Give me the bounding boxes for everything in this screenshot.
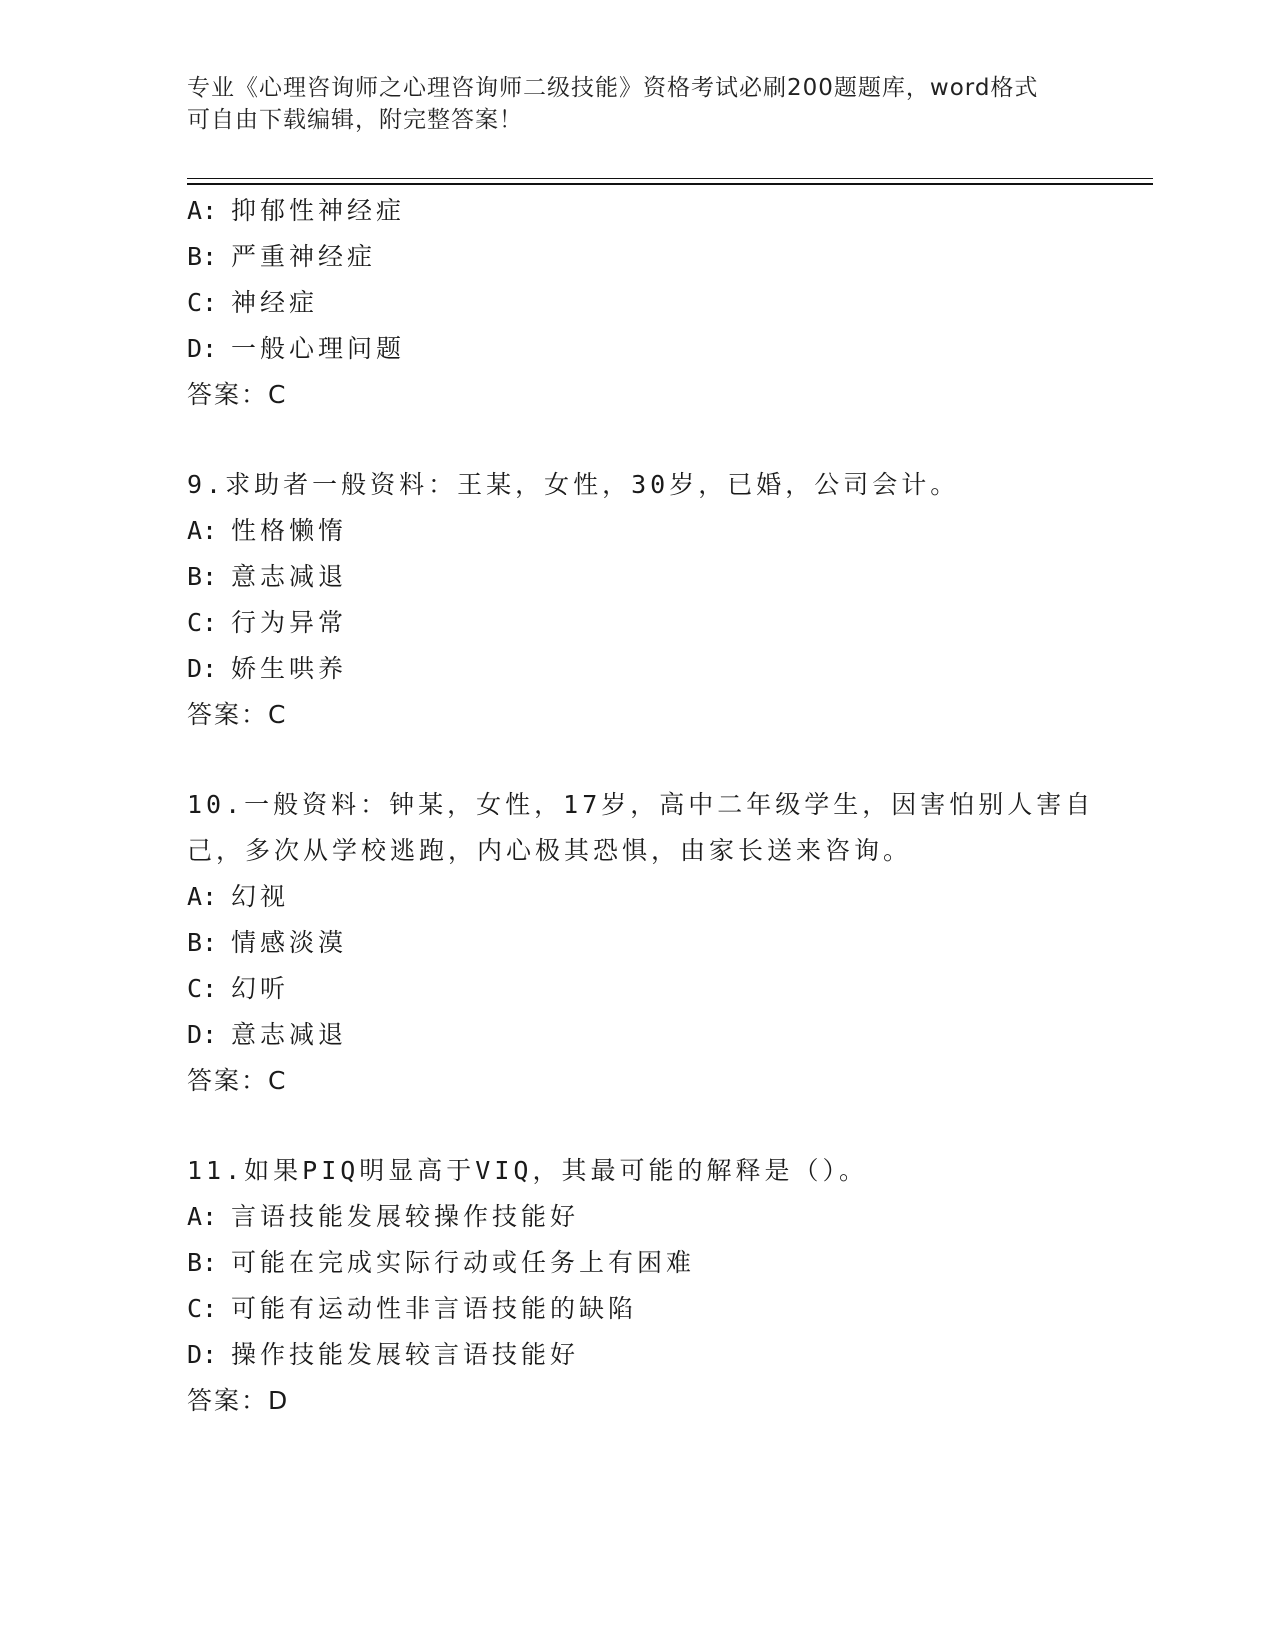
option-text: 操作技能发展较言语技能好 bbox=[231, 1340, 580, 1369]
header-title-line-2: 可自由下载编辑，附完整答案！ bbox=[187, 107, 523, 133]
option-c bbox=[187, 1286, 1117, 1332]
header-divider-thin bbox=[187, 178, 1153, 179]
option-d bbox=[187, 1332, 1117, 1378]
answer-line: 答案：C bbox=[187, 380, 288, 409]
option-letter: B: bbox=[187, 1248, 218, 1277]
option-letter: C: bbox=[187, 288, 218, 317]
option-text: 性格懒惰 bbox=[231, 516, 348, 545]
option-letter: B: bbox=[187, 928, 218, 957]
option-text: 行为异常 bbox=[231, 608, 348, 637]
option-letter: D: bbox=[187, 334, 218, 363]
answer-line: 答案：C bbox=[187, 1066, 288, 1095]
option-text: 严重神经症 bbox=[231, 242, 377, 271]
spacer bbox=[187, 738, 1117, 782]
question-11-block bbox=[187, 1148, 1117, 1424]
option-c bbox=[187, 966, 1117, 1012]
option-letter: D: bbox=[187, 654, 218, 683]
option-text: 一般心理问题 bbox=[231, 334, 406, 363]
option-text: 神经症 bbox=[231, 288, 319, 317]
option-text: 情感淡漠 bbox=[231, 928, 348, 957]
option-letter: D: bbox=[187, 1340, 218, 1369]
option-letter: A: bbox=[187, 516, 218, 545]
option-text: 抑郁性神经症 bbox=[231, 196, 406, 225]
option-text: 幻视 bbox=[231, 882, 290, 911]
option-letter: D: bbox=[187, 1020, 218, 1049]
header-divider-thick bbox=[187, 183, 1153, 185]
option-b bbox=[187, 920, 1117, 966]
option-letter: C: bbox=[187, 608, 218, 637]
option-a bbox=[187, 188, 1117, 234]
question-text-line-2: 己，多次从学校逃跑，内心极其恐惧，由家长送来咨询。 bbox=[187, 836, 913, 865]
spacer bbox=[187, 1104, 1117, 1148]
option-d bbox=[187, 646, 1117, 692]
header-title-line-1: 专业《心理咨询师之心理咨询师二级技能》资格考试必刷200题题库，word格式 bbox=[187, 75, 1039, 101]
answer-line: 答案：D bbox=[187, 1386, 290, 1415]
question-text-line-1: 10.一般资料：钟某，女性，17岁，高中二年级学生，因害怕别人害自 bbox=[187, 790, 1095, 819]
option-c bbox=[187, 600, 1117, 646]
option-text: 幻听 bbox=[231, 974, 290, 1003]
option-text: 可能有运动性非言语技能的缺陷 bbox=[231, 1294, 638, 1323]
option-letter: A: bbox=[187, 1202, 218, 1231]
question-9-block bbox=[187, 462, 1117, 738]
option-text: 言语技能发展较操作技能好 bbox=[231, 1202, 580, 1231]
option-d bbox=[187, 1012, 1117, 1058]
option-a bbox=[187, 1194, 1117, 1240]
option-text: 可能在完成实际行动或任务上有困难 bbox=[231, 1248, 696, 1277]
option-letter: A: bbox=[187, 882, 218, 911]
option-a bbox=[187, 874, 1117, 920]
question-text: 9.求助者一般资料：王某，女性，30岁，已婚，公司会计。 bbox=[187, 470, 960, 499]
question-list bbox=[187, 188, 1117, 1424]
question-10-block bbox=[187, 782, 1117, 1104]
answer-line: 答案：C bbox=[187, 700, 288, 729]
option-text: 娇生哄养 bbox=[231, 654, 348, 683]
spacer bbox=[187, 418, 1117, 462]
question-8-block bbox=[187, 188, 1117, 418]
option-text: 意志减退 bbox=[231, 562, 348, 591]
option-letter: B: bbox=[187, 242, 218, 271]
option-b bbox=[187, 1240, 1117, 1286]
question-text: 11.如果PIQ明显高于VIQ，其最可能的解释是（）。 bbox=[187, 1156, 868, 1185]
option-letter: B: bbox=[187, 562, 218, 591]
option-a bbox=[187, 508, 1117, 554]
option-letter: C: bbox=[187, 1294, 218, 1323]
document-header bbox=[187, 72, 1067, 136]
option-text: 意志减退 bbox=[231, 1020, 348, 1049]
option-d bbox=[187, 326, 1117, 372]
option-c bbox=[187, 280, 1117, 326]
option-b bbox=[187, 234, 1117, 280]
option-b bbox=[187, 554, 1117, 600]
option-letter: A: bbox=[187, 196, 218, 225]
option-letter: C: bbox=[187, 974, 218, 1003]
